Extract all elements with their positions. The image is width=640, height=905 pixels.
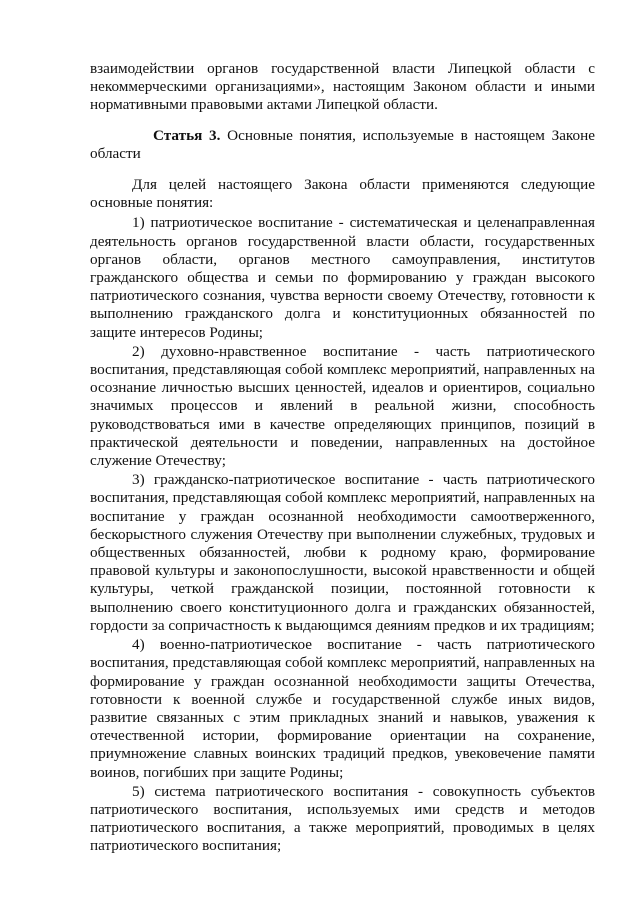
document-page [90, 60, 595, 857]
definition-item-1: 1) патриотическое воспитание - систематическая и целенаправленная деятельность органов государственной власти области, государственных органов области, органов местного самоуправления, институтов гражданского общества и семьи по формированию у граждан высокого патриотического сознания, чувства верности своему Отечеству, готовности к выполнению гражданского долга и конституционных обязанностей по защите интересов Родины; [90, 214, 595, 341]
continuation-paragraph: взаимодействии органов государственной власти Липецкой области с некоммерческими организациями», настоящим Законом области и иными нормативными правовыми актами Липецкой области. [90, 60, 595, 114]
article-title: Основные понятия, используемые в настоящем Законе области [90, 126, 596, 162]
definition-item-5: 5) система патриотического воспитания - совокупность субъектов патриотического воспитания, используемых ими средств и методов патриотического воспитания, а также мероприятий, проводимых в целях патриотического воспитания; [90, 782, 595, 855]
definition-item-2: 2) духовно-нравственное воспитание - часть патриотического воспитания, представляющая собой комплекс мероприятий, направленных на осознание личностью высших ценностей, идеалов и ориентиров, социально значимых процессов и явлений в реальной жизни, способность руководствоваться ими в качестве определяющих принципов, позиций в практической деятельности и поведении, направленных на достойное служение Отечеству; [90, 342, 595, 470]
intro-paragraph: Для целей настоящего Закона области применяются следующие основные понятия: [90, 176, 595, 212]
article-heading [90, 127, 595, 163]
definition-item-4: 4) военно-патриотическое воспитание - часть патриотического воспитания, представляющая собой комплекс мероприятий, направленных на формирование у граждан осознанной необходимости защиты Отечества, готовности к военной службе и государственной службе иных видов, развитие связанных с этим прикладных знаний и навыков, уважения к отечественной истории, формирование ориентации на сохранение, приумножение славных воинских традиций предков, увековечение памяти воинов, погибших при защите Родины; [90, 636, 595, 781]
article-number: Статья 3. [153, 126, 221, 144]
definition-item-3: 3) гражданско-патриотическое воспитание - часть патриотического воспитания, представляющая собой комплекс мероприятий, направленных на воспитание у граждан осознанной необходимости самоотверженного, бескорыстного служения Отечеству при выполнении служебных, трудовых и общественных обязанностей, любви к родному краю, формирование правовой культуры и законопослушности, высокой нравственности и общей культуры, четкой гражданской позиции, постоянной готовности к выполнению своего конституционного долга и гражданских обязанностей, гордости за сопричастность к выдающимся деяниям предков и их традициям; [90, 471, 595, 634]
